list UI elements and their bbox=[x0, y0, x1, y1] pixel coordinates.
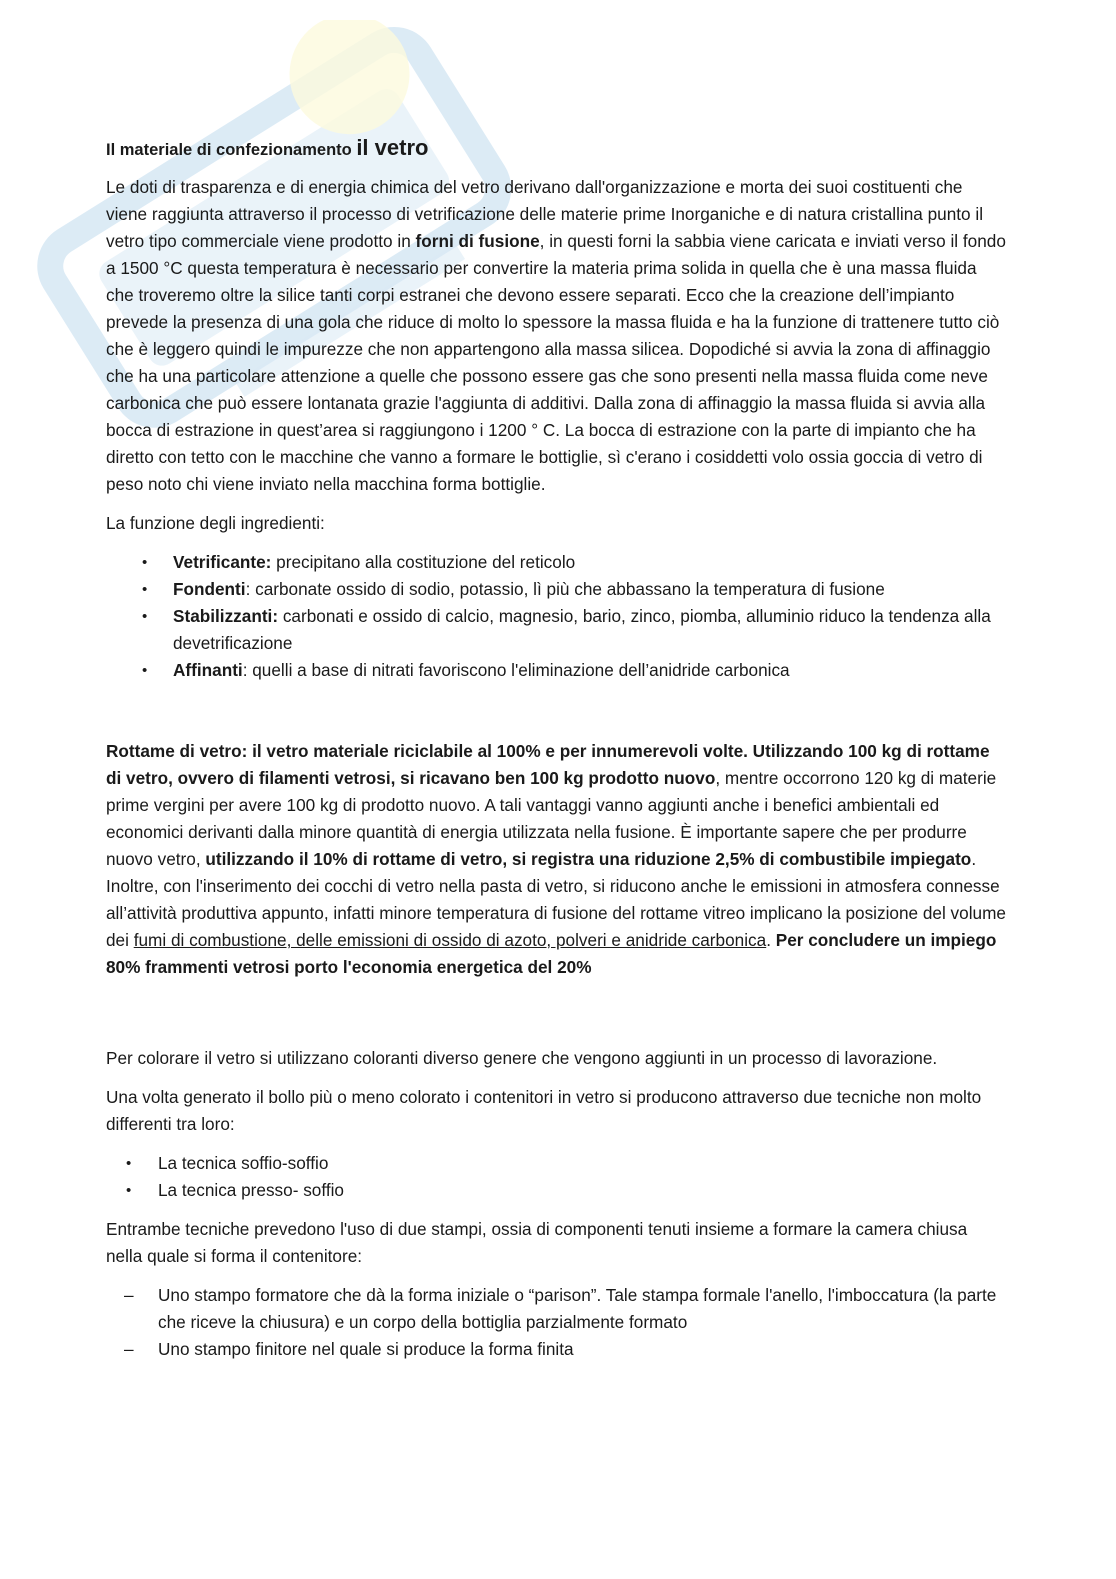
stampo-desc: Uno stampo finitore nel quale si produce la forma finita bbox=[158, 1339, 574, 1359]
intro-bold-term: forni di fusione bbox=[415, 231, 540, 251]
ingredient-desc: carbonati e ossido di calcio, magnesio, bario, zinco, piomba, alluminio riduco la tendenza alla devetrificazione bbox=[173, 606, 991, 653]
rottame-text-3: . bbox=[766, 930, 776, 950]
bullet-icon: • bbox=[142, 662, 148, 679]
ingredient-term: Fondenti bbox=[173, 579, 246, 599]
list-item bbox=[106, 1150, 1006, 1177]
document-page bbox=[106, 134, 1006, 1375]
list-item bbox=[106, 576, 1006, 603]
bullet-icon: • bbox=[142, 608, 148, 625]
rottame-bold-1: Rottame di vetro: il vetro materiale riciclabile al 100% e per innumerevoli volte. Utilizzando 100 kg di rottame di vetro, ovvero di filamenti vetrosi, si ricavano ben 100 kg prodotto nuovo bbox=[106, 741, 990, 788]
list-item bbox=[106, 1282, 1006, 1336]
colorare-paragraph: Per colorare il vetro si utilizzano coloranti diverso genere che vengono aggiunti in un processo di lavorazione. bbox=[106, 1048, 938, 1068]
tecniche-list bbox=[106, 1150, 1006, 1204]
title-prefix: Il materiale di confezionamento bbox=[106, 141, 357, 159]
ingredient-desc: precipitano alla costituzione del reticolo bbox=[271, 552, 576, 572]
list-item bbox=[106, 657, 1006, 684]
title-emphasis: il vetro bbox=[356, 135, 429, 160]
intro-text-2: , in questi forni la sabbia viene caricata e inviati verso il fondo a 1500 °C questa temperatura è necessario per convertire la materia prima solida in quella che è una massa fluida che troveremo oltre la silice tanti corpi estranei che devono essere separati. Ecco che la creazione dell’impianto prevede la presenza di una gola che riduce di molto lo spessore la massa fluida e ha la funzione di trattenere tutto ciò che è leggero quindi le impurezze che non appartengono alla massa silicea. Dopodiché si avvia la zona di affinaggio che ha una particolare attenzione a quelle che possono essere gas che sono presenti nella massa fluida come neve carbonica che può essere lontanata grazie l'aggiunta di additivi. Dalla zona di affinaggio la massa fluida si avvia alla bocca di estrazione in quest’area si raggiungono i 1200 ° C. La bocca di estrazione con la parte di impianto che ha diretto con tetto con le macchine che vanno a formare le bottiglie, sì c'erano i cosiddetti volo ossia goccia di vetro di peso noto chi viene inviato nella macchina forma bottiglie. bbox=[106, 231, 1006, 494]
rottame-text-2: . Inoltre, con l'inserimento dei cocchi di vetro nella pasta di vetro, si riducono anche le emissioni in atmosfera connesse all’attività produttiva appunto, infatti minore temperatura di fusione del rottame vitreo implicano la posizione del volume dei bbox=[106, 849, 1006, 950]
ingredients-heading: La funzione degli ingredienti: bbox=[106, 513, 325, 533]
tecniche-intro: Una volta generato il bollo più o meno colorato i contenitori in vetro si producono attraverso due tecniche non molto differenti tra loro: bbox=[106, 1087, 982, 1134]
bullet-icon: • bbox=[142, 554, 148, 571]
rottame-paragraph bbox=[106, 738, 1006, 981]
stampi-intro: Entrambe tecniche prevedono l'uso di due stampi, ossia di componenti tenuti insieme a formare la camera chiusa nella quale si forma il contenitore: bbox=[106, 1219, 968, 1266]
intro-paragraph bbox=[106, 174, 1006, 498]
rottame-text-1: , mentre occorrono 120 kg di materie prime vergini per avere 100 kg di prodotto nuovo. A tali vantaggi vanno aggiunti anche i benefici ambientali ed economici derivanti dalla minore quantità di energia utilizzata nella fusione. È importante sapere che per produrre nuovo vetro, bbox=[106, 768, 997, 869]
stampi-list bbox=[106, 1282, 1006, 1363]
ingredient-term: Vetrificante: bbox=[173, 552, 272, 572]
list-item bbox=[106, 549, 1006, 576]
tecnica-label: La tecnica presso- soffio bbox=[158, 1180, 344, 1200]
bullet-icon: • bbox=[126, 1155, 132, 1172]
intro-text-1: Le doti di trasparenza e di energia chimica del vetro derivano dall'organizzazione e morta dei suoi costituenti che viene raggiunta attraverso il processo di vetrificazione delle materie prime Inorganiche e di natura cristallina punto il vetro tipo commerciale viene prodotto in bbox=[106, 177, 984, 251]
list-item bbox=[106, 1336, 1006, 1363]
ingredient-term: Affinanti bbox=[173, 660, 243, 680]
rottame-bold-2: utilizzando il 10% di rottame di vetro, si registra una riduzione 2,5% di combustibile impiegato bbox=[205, 849, 972, 869]
bullet-icon: • bbox=[142, 581, 148, 598]
stampo-desc: Uno stampo formatore che dà la forma iniziale o “parison”. Tale stampa formale l'anello, l'imboccatura (la parte che riceve la chiusura) e un corpo della bottiglia parzialmente formato bbox=[158, 1285, 997, 1332]
bullet-icon: • bbox=[126, 1182, 132, 1199]
list-item bbox=[106, 603, 1006, 657]
page-title bbox=[106, 134, 1006, 164]
ingredients-list bbox=[106, 549, 1006, 684]
ingredient-desc: : quelli a base di nitrati favoriscono l'eliminazione dell’anidride carbonica bbox=[242, 660, 790, 680]
dash-icon: – bbox=[124, 1339, 134, 1359]
rottame-bold-3: Per concludere un impiego 80% frammenti vetrosi porto l'economia energetica del 20% bbox=[106, 930, 997, 977]
dash-icon: – bbox=[124, 1285, 134, 1305]
rottame-underlined: fumi di combustione, delle emissioni di ossido di azoto, polveri e anidride carbonica bbox=[133, 930, 767, 950]
ingredient-term: Stabilizzanti: bbox=[173, 606, 279, 626]
ingredient-desc: : carbonate ossido di sodio, potassio, lì più che abbassano la temperatura di fusione bbox=[245, 579, 885, 599]
list-item bbox=[106, 1177, 1006, 1204]
tecnica-label: La tecnica soffio-soffio bbox=[158, 1153, 329, 1173]
